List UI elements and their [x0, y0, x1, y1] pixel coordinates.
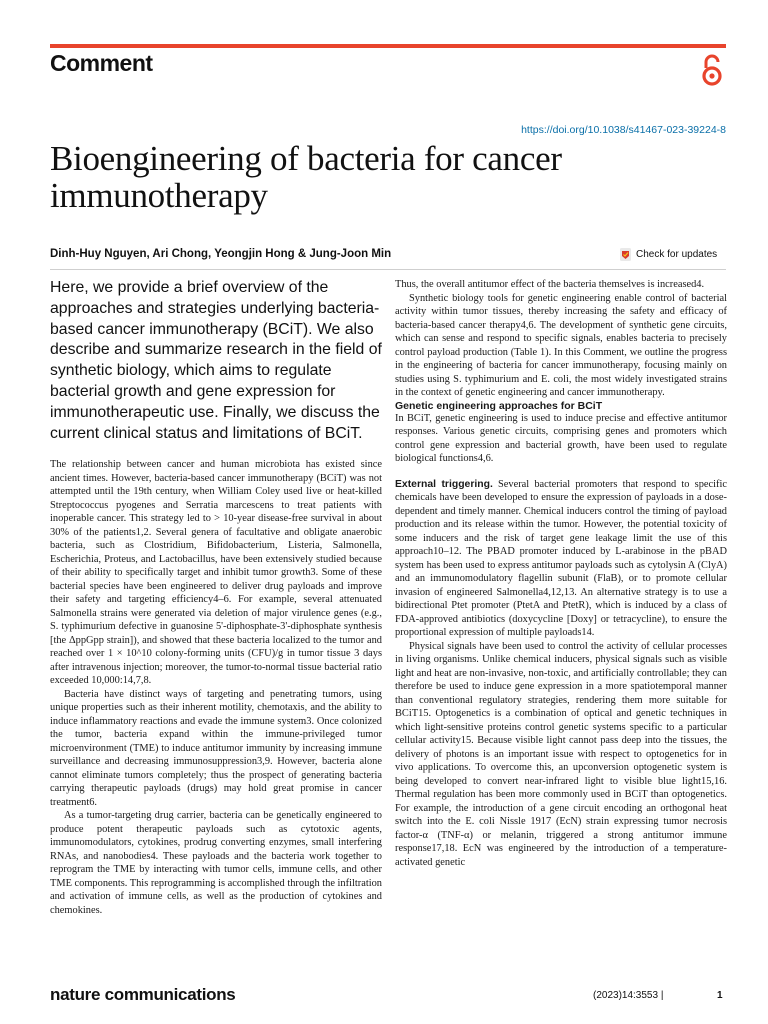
left-column — [50, 278, 382, 917]
paragraph: Thus, the overall antitumor effect of the bacteria themselves is increased4. — [395, 279, 705, 290]
crossmark-icon — [620, 248, 631, 261]
paragraph: Bacteria have distinct ways of targeting and penetrating tumors, using unique properties such as their inherent motility, chemotaxis, and the ability to induce inflammatory reactions and evade the immune system3. Once colonized the tumor, bacteria expand within the immune-privileged tumor microenvironment (TME) to induce antitumor immunity by increasing immune surveillance and decreasing immunosuppression3,9. However, bacteria alone cannot eliminate tumors completely; thus the prospect of generating bacteria carrying therapeutic payloads (drugs) may hold great promise in cancer treatment6. — [50, 688, 382, 808]
paragraph-text: Several bacterial promoters that respond to specific chemicals have been developed to ensure the expression of payloads in a dose-dependent and timely manner. Chemical inducers control the timing of payload production and its release within the tumor. However, the potential toxicity of some inducers and the risk of target gene leakage limit the use of this approach10–12. The PBAD promoter induced by L-arabinose in the pBAD system has been used to express antitumor payloads such as cytolysin A (ClyA) and an immunomodulatory flagellin subunit (FlaB), or to promote cellular invasion of engineered Salmonella4,12,13. An alternative strategy is to use a bidirectional Ptet promoter (PtetA and PtetR), which is induced by a class of FDA-approved antibiotics (doxycycline [Doxy] or tetracycline), to ensure the proportional expression of multiple payloads14. — [395, 478, 727, 638]
paragraph: The relationship between cancer and human microbiota has existed since ancient times. However, bacteria-based cancer immunotherapy (BCiT) was not attempted until the 19th century, when William Coley used live or heat-killed Streptococcus pyogenes and Serratia marcescens to treat patients with inoperable cancer. This strategy led to > 10-year disease-free survival in about 30% of the patients1,2. Several genera of facultative and obligate anaerobic bacteria, such as Clostridium, Bifidobacterium, Listeria, Salmonella, Escherichia, Proteus, and Lactobacillus, have been extensively studied because of their ability to specifically target and inhibit tumor growth3. Some of these bacterial species have been engineered to deliver drug payloads and improve their safety and targeting efficiency4–6. For example, several attenuated Salmonella strains were generated via deletion of major virulence genes (e.g., S. typhimurium defective in guanosine 5'-diphosphate-3'-diphosphate synthesis [the ΔppGpp strain]), and showed that these bacteria localized to the tumor and reached over 1 × 10^10 colony-forming units (CFU)/g in tumor tissue 3 days after intravenous injection; moreover, the tumor-to-normal tissue bacterial ratio exceeded 10,000:14,7,8. — [50, 459, 382, 687]
paragraph: Synthetic biology tools for genetic engineering enable control of bacterial activity within tumor tissues, thereby increasing the safety and efficacy of bacteria-based cancer therapy4,6. The development of synthetic gene circuits, which can sense and respond to specific signals, enables bacteria to precisely control payload production (Table 1). In this Comment, we outline the progress in the engineering of bacteria for cancer immunotherapy, focusing mainly on studies using S. typhimurium and E. coli, the most widely investigated strains in the context of genetic engineering and cancer immunotherapy. — [395, 292, 727, 398]
section-label: Comment — [50, 50, 153, 76]
paragraph: Physical signals have been used to control the activity of cellular processes in living organisms. Unlike chemical inducers, physical signals such as visible light and heat are non-invasive, non-toxic, and artificially controllable; they can therefore be used to induce gene expression in a more spatiotemporal manner than conventional regulatory strategies, rendering them more suitable for BCiT15. Optogenetics is a combination of optical and genetic techniques in which light-sensitive proteins control genetic systems specific to a particular cellular activity15. Because visible light cannot pass deep into the tissues, the delivery of photons is an important issue with respect to optogenetics for in vivo applications. To overcome this, an upconversion optogenetic system is being developed to convert near-infrared light to visible blue light15,16. Thermal regulation has been more commonly used in BCiT than optogenetics. For example, the introduction of a gene circuit encoding an orthogonal heat switch into the E. coli Nissle 1917 (EcN) strain expressing tumor necrosis factor-α (TNF-α) or melanin, triggered a strong antitumor immune response17,18. EcN was engineered by the introduction of a temperature-activated genetic — [395, 640, 727, 868]
check-for-updates-label: Check for updates — [636, 249, 718, 260]
doi-link[interactable]: https://doi.org/10.1038/s41467-023-39224-8 — [521, 124, 726, 136]
paragraph — [395, 478, 727, 640]
citation: (2023)14:3553 | — [593, 990, 664, 1001]
header-divider — [50, 269, 726, 270]
section-heading: Genetic engineering approaches for BCiT — [395, 399, 603, 412]
paragraph: In BCiT, genetic engineering is used to induce precise and effective antitumor responses. Various genetic circuits, comprising genes and promoters which control gene expression and bacterial growth, have been used to regulate biological functions4,6. — [395, 412, 727, 464]
check-for-updates-button[interactable] — [620, 248, 717, 261]
abstract: Here, we provide a brief overview of the approaches and strategies underlying bacteria-based cancer immunotherapy (BCiT). We also describe and summarize research in the field of synthetic biology, which aims to regulate bacterial growth and gene expression for immunotherapeutic use. Finally, we discuss the current clinical status and limitations of BCiT. — [50, 279, 382, 442]
right-column — [395, 278, 727, 869]
run-in-heading: External triggering. — [395, 478, 493, 490]
article-title: Bioengineering of bacteria for cancer immunotherapy — [50, 139, 562, 215]
open-access-icon[interactable] — [700, 52, 724, 88]
header-accent-bar — [50, 44, 726, 48]
page-number: 1 — [717, 990, 723, 1001]
paragraph: As a tumor-targeting drug carrier, bacteria can be genetically engineered to produce potent therapeutic payloads such as cytotoxic agents, immunomodulators, cytokines, prodrug converting enzymes, small interfering RNAs, and nanobodies4. These payloads and the bacteria work together to reprogram the TME by interacting with tumor cells, immune cells, and other TME components. This reprogramming is accomplished through the infiltration and activation of immune cells, as well as the production of cytokines and chemokines. — [50, 810, 382, 916]
journal-name: nature communications — [50, 985, 236, 1004]
author-list: Dinh-Huy Nguyen, Ari Chong, Yeongjin Hong & Jung-Joon Min — [50, 248, 392, 260]
